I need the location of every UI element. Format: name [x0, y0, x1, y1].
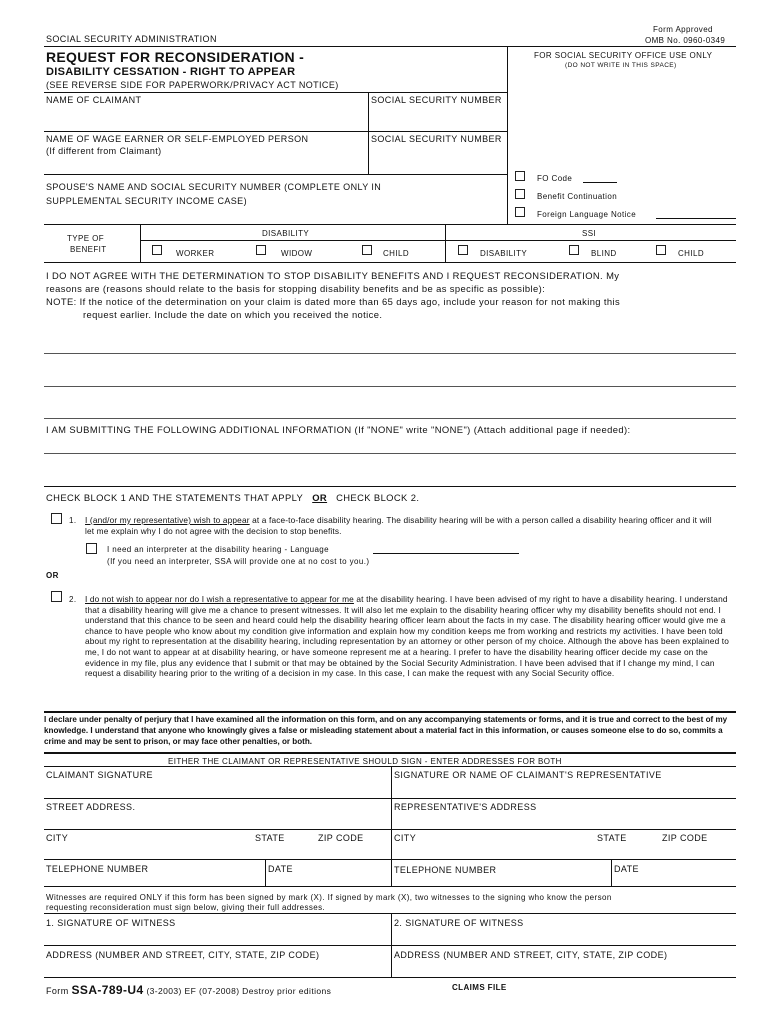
claimant-name-field[interactable]	[46, 106, 366, 130]
ssi-blind-checkbox[interactable]	[569, 245, 579, 255]
office-use-subtitle: (DO NOT WRITE IN THIS SPACE)	[565, 62, 677, 69]
form-edition: (3-2003) EF (07-2008) Destroy prior editions	[146, 986, 332, 996]
rule	[445, 224, 446, 262]
rule	[44, 224, 736, 225]
rule	[44, 353, 736, 354]
foreign-language-label: Foreign Language Notice	[537, 210, 637, 219]
rep-telephone-field[interactable]	[394, 876, 609, 885]
form-id	[46, 983, 331, 998]
rep-state-label: STATE	[597, 833, 627, 843]
claimant-ssn-field[interactable]	[371, 106, 505, 130]
block-1-text-underlined: I (and/or my representative) wish to appear	[85, 515, 250, 525]
rule	[44, 829, 736, 830]
rule	[44, 131, 507, 132]
foreign-language-line	[656, 218, 736, 219]
header-rule	[44, 46, 736, 47]
rep-city-label: CITY	[394, 833, 417, 843]
benefit-widow-checkbox[interactable]	[256, 245, 266, 255]
fo-code-label: FO Code	[537, 174, 573, 183]
form-subtitle: DISABILITY CESSATION - RIGHT TO APPEAR	[46, 66, 296, 78]
rule	[391, 766, 392, 886]
or-separator: OR	[46, 571, 59, 580]
benefit-widow-label: WIDOW	[281, 249, 313, 258]
ssi-disability-label: DISABILITY	[480, 249, 528, 258]
witness-1-signature-label: 1. SIGNATURE OF WITNESS	[46, 918, 176, 928]
block-1-text-rest: at a face-to-face disability hearing. The disability hearing will be with a person called a disability hearing officer and it will let me explain why I do not agree with the decision to stop benefits.	[85, 515, 712, 536]
rule	[44, 945, 736, 946]
rule	[611, 859, 612, 886]
ssi-blind-label: BLIND	[591, 249, 617, 258]
rule	[44, 92, 507, 93]
rep-signature-field[interactable]	[394, 782, 734, 797]
benefit-continuation-label: Benefit Continuation	[537, 192, 618, 201]
date-label: DATE	[268, 864, 293, 874]
wage-earner-label: NAME OF WAGE EARNER OR SELF-EMPLOYED PERSON	[46, 134, 309, 144]
rep-address-label: REPRESENTATIVE'S ADDRESS	[394, 802, 537, 812]
city-label: CITY	[46, 833, 69, 843]
rule	[44, 486, 736, 487]
form-id-prefix: Form	[46, 986, 69, 996]
check-block-instruction	[46, 492, 419, 503]
check-block-instruction-text: CHECK BLOCK 1 AND THE STATEMENTS THAT APPLY	[46, 492, 304, 503]
rule	[44, 913, 736, 914]
witness-note-cont: requesting reconsideration must sign below, giving their full addresses.	[46, 903, 326, 912]
ssi-disability-checkbox[interactable]	[458, 245, 468, 255]
block-1-number: 1.	[69, 516, 77, 525]
block-2-text-rest: at the disability hearing. I have been advised of my right to have a disability hearing. I understand that a disability hearing will give me a chance to present witnesses. It will also let me explain to the disability hearing officer why my disability benefits should not end. I understand that this chance to be seen and heard could help the disability hearing officer learn about the facts in my case. The disability hearing officer would give me a chance to have people who know about my condition give information and explain how my condition keeps me from working and restricts my activities. I have been told about my right to representation at the disability hearing, including representation by an attorney or other person of my choice. Although the above has been explained to me, I do not want to appear at at disability hearing, or have someone represent me at a hearing. I prefer to have the disability hearing officer decide my case on the evidence in my file, plus any evidence that I submit or that may be obtained by the Social Security Administration. I have been advised that if I change my mind, I can request a disability hearing prior to the writing of a decision in my case. In this case, I can make the request with any Social Security office.	[85, 594, 730, 679]
ssi-header: SSI	[582, 229, 597, 238]
interpreter-language-field[interactable]	[373, 541, 519, 553]
benefit-child-checkbox[interactable]	[362, 245, 372, 255]
benefit-worker-checkbox[interactable]	[152, 245, 162, 255]
benefit-child-label: CHILD	[383, 249, 410, 258]
disagreement-statement: I DO NOT AGREE WITH THE DETERMINATION TO STOP DISABILITY BENEFITS AND I REQUEST RECONSIDERATION. My	[46, 270, 620, 281]
benefit-continuation-checkbox[interactable]	[515, 189, 525, 199]
form-title: REQUEST FOR RECONSIDERATION -	[46, 49, 305, 65]
witness-2-address-label: ADDRESS (NUMBER AND STREET, CITY, STATE, ZIP CODE)	[394, 950, 668, 960]
ssi-child-label: CHILD	[678, 249, 705, 258]
street-address-field[interactable]	[46, 814, 388, 828]
late-filing-note-cont: request earlier. Include the date on which you received the notice.	[83, 309, 383, 320]
rule	[44, 174, 507, 175]
rule	[44, 977, 736, 978]
rule	[44, 752, 736, 754]
spouse-field[interactable]	[46, 208, 504, 222]
date-field[interactable]	[268, 875, 388, 885]
rule	[140, 240, 736, 241]
foreign-language-checkbox[interactable]	[515, 207, 525, 217]
block-1-checkbox[interactable]	[51, 513, 62, 524]
zip-label: ZIP CODE	[318, 833, 364, 843]
rule	[44, 418, 736, 419]
rule	[368, 92, 369, 174]
wage-earner-name-field[interactable]	[46, 158, 366, 173]
rule	[44, 798, 736, 799]
wage-earner-sublabel: (If different from Claimant)	[46, 146, 162, 156]
rep-telephone-label: TELEPHONE NUMBER	[394, 865, 497, 875]
telephone-label: TELEPHONE NUMBER	[46, 864, 149, 874]
state-label: STATE	[255, 833, 285, 843]
interpreter-label: I need an interpreter at the disability hearing - Language	[107, 545, 330, 554]
telephone-field[interactable]	[46, 875, 263, 885]
omb-number: OMB No. 0960-0349	[645, 36, 726, 45]
fo-code-checkbox[interactable]	[515, 171, 525, 181]
interpreter-note: (If you need an interpreter, SSA will provide one at no cost to you.)	[107, 557, 370, 566]
rule	[140, 224, 141, 262]
rep-date-label: DATE	[614, 864, 639, 874]
interpreter-language-line	[373, 553, 519, 554]
type-of-benefit-label-2: BENEFIT	[70, 245, 107, 254]
wage-earner-ssn-label: SOCIAL SECURITY NUMBER	[371, 134, 502, 144]
perjury-declaration: I declare under penalty of perjury that I have examined all the information on this form, and on any accompanying statements or forms, and it is true and correct to the best of my knowledge. I understand that anyone who knowingly gives a false or misleading statement about a material fact in this information, or causes someone else to do so, commits a crime and may be sent to prison, or may face other penalties, or both.	[44, 715, 728, 746]
rep-address-field[interactable]	[394, 814, 734, 828]
interpreter-checkbox[interactable]	[86, 543, 97, 554]
office-use-divider	[507, 46, 508, 224]
witness-1-address-label: ADDRESS (NUMBER AND STREET, CITY, STATE, ZIP CODE)	[46, 950, 320, 960]
rule	[44, 386, 736, 387]
witness-1-signature-field[interactable]	[46, 930, 388, 944]
claimant-signature-label: CLAIMANT SIGNATURE	[46, 770, 153, 780]
claims-file-label: CLAIMS FILE	[452, 983, 507, 992]
rule	[44, 453, 736, 454]
ssi-child-checkbox[interactable]	[656, 245, 666, 255]
witness-1-address-field[interactable]	[46, 962, 388, 976]
type-of-benefit-label: TYPE OF	[67, 234, 105, 243]
benefit-worker-label: WORKER	[176, 249, 215, 258]
witness-note: Witnesses are required ONLY if this form has been signed by mark (X). If signed by mark (X), two witnesses to the signing who know the person	[46, 893, 612, 902]
city-state-zip-field[interactable]	[46, 845, 388, 858]
claimant-ssn-label: SOCIAL SECURITY NUMBER	[371, 95, 502, 105]
witness-2-signature-label: 2. SIGNATURE OF WITNESS	[394, 918, 524, 928]
office-use-title: FOR SOCIAL SECURITY OFFICE USE ONLY	[534, 51, 713, 60]
wage-earner-ssn-field[interactable]	[371, 146, 505, 173]
agency-name: SOCIAL SECURITY ADMINISTRATION	[46, 34, 217, 44]
check-block-or: OR	[312, 492, 328, 503]
block-2-number: 2.	[69, 595, 77, 604]
check-block-instruction-end: CHECK BLOCK 2.	[336, 492, 420, 503]
witness-2-address-field[interactable]	[394, 962, 734, 976]
reasons-instruction: reasons are (reasons should relate to the basis for stopping disability benefits and be as specific as possible):	[46, 283, 546, 294]
block-1-text	[85, 515, 715, 536]
rule	[44, 859, 736, 860]
block-2-text-underlined: I do not wish to appear nor do I wish a representative to appear for me	[85, 594, 354, 604]
rep-signature-label: SIGNATURE OR NAME OF CLAIMANT'S REPRESENTATIVE	[394, 770, 662, 780]
form-approved: Form Approved	[653, 25, 713, 34]
fo-code-line	[583, 182, 617, 183]
rule	[265, 859, 266, 886]
additional-info-field[interactable]	[44, 436, 736, 486]
street-address-label: STREET ADDRESS.	[46, 802, 136, 812]
additional-info-label: I AM SUBMITTING THE FOLLOWING ADDITIONAL INFORMATION (If "NONE" write "NONE") (Attach additional page if needed):	[46, 424, 631, 435]
rep-city-state-zip-field[interactable]	[394, 845, 734, 858]
witness-2-signature-field[interactable]	[394, 930, 734, 944]
rule	[44, 766, 736, 767]
rep-zip-label: ZIP CODE	[662, 833, 708, 843]
rep-date-field[interactable]	[614, 875, 734, 885]
signature-instructions: EITHER THE CLAIMANT OR REPRESENTATIVE SHOULD SIGN - ENTER ADDRESSES FOR BOTH	[168, 757, 562, 766]
rule	[44, 711, 736, 713]
block-2-text	[85, 594, 739, 679]
reasons-field[interactable]	[44, 322, 736, 418]
rule	[44, 262, 736, 263]
spouse-label: SPOUSE'S NAME AND SOCIAL SECURITY NUMBER (COMPLETE ONLY IN	[46, 182, 382, 192]
spouse-label-cont: SUPPLEMENTAL SECURITY INCOME CASE)	[46, 196, 247, 206]
claimant-name-label: NAME OF CLAIMANT	[46, 95, 142, 105]
rule	[44, 886, 736, 887]
reverse-side-note: (SEE REVERSE SIDE FOR PAPERWORK/PRIVACY ACT NOTICE)	[46, 80, 339, 90]
claimant-signature-field[interactable]	[46, 782, 388, 797]
form-number: SSA-789-U4	[71, 983, 144, 997]
disability-header: DISABILITY	[262, 229, 310, 238]
late-filing-note: NOTE: If the notice of the determination on your claim is dated more than 65 days ago, include your reason for not making this	[46, 296, 621, 307]
block-2-checkbox[interactable]	[51, 591, 62, 602]
